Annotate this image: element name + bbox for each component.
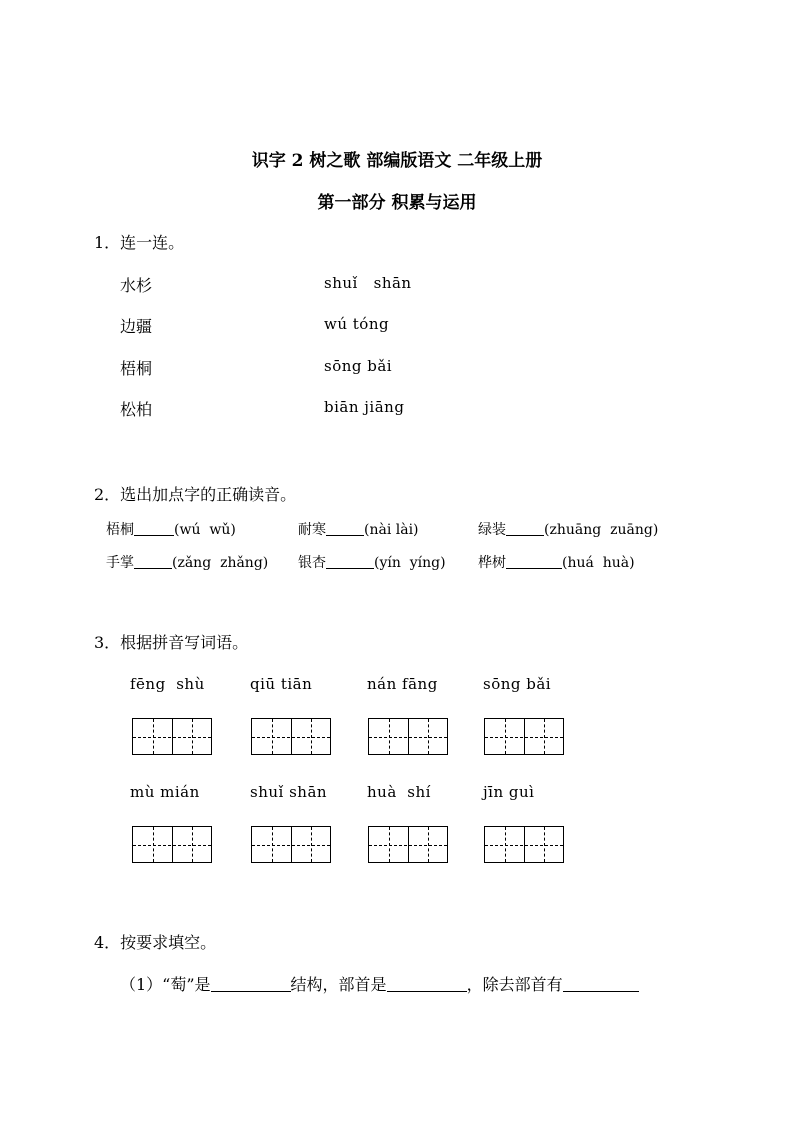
q3-pinyin: mù mián bbox=[130, 783, 200, 801]
q1-pinyin[interactable]: sōng bǎi bbox=[324, 357, 393, 375]
q2-options: (huá huà) bbox=[562, 555, 635, 571]
answer-blank[interactable] bbox=[134, 568, 172, 569]
q1-word[interactable]: 松柏 bbox=[120, 400, 153, 419]
q3-pinyin: fēng shù bbox=[130, 675, 205, 693]
answer-blank[interactable] bbox=[387, 991, 467, 992]
answer-blank[interactable] bbox=[506, 568, 562, 569]
q1-pinyin[interactable]: wú tóng bbox=[324, 315, 390, 333]
q2-word: 梧桐 bbox=[106, 522, 134, 538]
q2-options: (zǎng zhǎng) bbox=[172, 555, 269, 571]
answer-blank[interactable] bbox=[563, 991, 639, 992]
q1-pinyin[interactable]: shuǐ shān bbox=[324, 274, 412, 292]
q2-options: (zhuāng zuāng) bbox=[544, 522, 659, 538]
answer-blank[interactable] bbox=[211, 991, 291, 992]
question-3-heading: 3．根据拼音写词语。 bbox=[94, 633, 249, 652]
q3-pinyin: nán fāng bbox=[367, 675, 438, 693]
q3-pinyin: qiū tiān bbox=[250, 675, 313, 693]
page-title: 识字 2 树之歌 部编版语文 二年级上册 bbox=[251, 151, 543, 171]
q1-pinyin[interactable]: biān jiāng bbox=[324, 398, 405, 416]
q2-word: 耐寒 bbox=[298, 522, 326, 538]
writing-grid[interactable] bbox=[368, 718, 448, 755]
question-2-heading: 2．选出加点字的正确读音。 bbox=[94, 485, 297, 504]
q4-item-1-text: ，除去部首有 bbox=[466, 975, 563, 994]
answer-blank[interactable] bbox=[326, 568, 374, 569]
answer-blank[interactable] bbox=[506, 535, 544, 536]
question-1-heading: 1．连一连。 bbox=[94, 233, 185, 252]
q1-word[interactable]: 梧桐 bbox=[120, 359, 153, 378]
q2-options: (wú wǔ) bbox=[174, 522, 236, 538]
q2-item bbox=[106, 552, 268, 572]
q4-item-1-text: 结构，部首是 bbox=[290, 975, 387, 994]
writing-grid[interactable] bbox=[251, 826, 331, 863]
q2-word: 手掌 bbox=[106, 555, 134, 571]
writing-grid[interactable] bbox=[368, 826, 448, 863]
q3-pinyin: jīn guì bbox=[483, 783, 535, 801]
answer-blank[interactable] bbox=[134, 535, 174, 536]
writing-grid[interactable] bbox=[251, 718, 331, 755]
q2-item bbox=[106, 519, 236, 539]
q3-pinyin: huà shí bbox=[367, 783, 431, 801]
q2-options: (yín yíng) bbox=[374, 555, 446, 571]
q1-word[interactable]: 水杉 bbox=[120, 276, 153, 295]
q2-item bbox=[478, 519, 658, 539]
q3-pinyin: sōng bǎi bbox=[483, 675, 552, 693]
writing-grid[interactable] bbox=[132, 826, 212, 863]
q2-word: 绿装 bbox=[478, 522, 506, 538]
answer-blank[interactable] bbox=[326, 535, 364, 536]
q2-options: (nài lài) bbox=[364, 522, 419, 538]
q1-word[interactable]: 边疆 bbox=[120, 317, 153, 336]
writing-grid[interactable] bbox=[484, 718, 564, 755]
q2-word: 桦树 bbox=[478, 555, 506, 571]
q4-item-1-prefix: （1）“萄”是 bbox=[120, 975, 211, 994]
writing-grid[interactable] bbox=[132, 718, 212, 755]
q2-item bbox=[478, 552, 635, 572]
q4-item-1 bbox=[120, 972, 639, 995]
question-4-heading: 4．按要求填空。 bbox=[94, 933, 217, 952]
q2-word: 银杏 bbox=[298, 555, 326, 571]
section-title: 第一部分 积累与运用 bbox=[317, 193, 477, 213]
writing-grid[interactable] bbox=[484, 826, 564, 863]
q2-item bbox=[298, 519, 419, 539]
q3-pinyin: shuǐ shān bbox=[250, 783, 328, 801]
q2-item bbox=[298, 552, 446, 572]
